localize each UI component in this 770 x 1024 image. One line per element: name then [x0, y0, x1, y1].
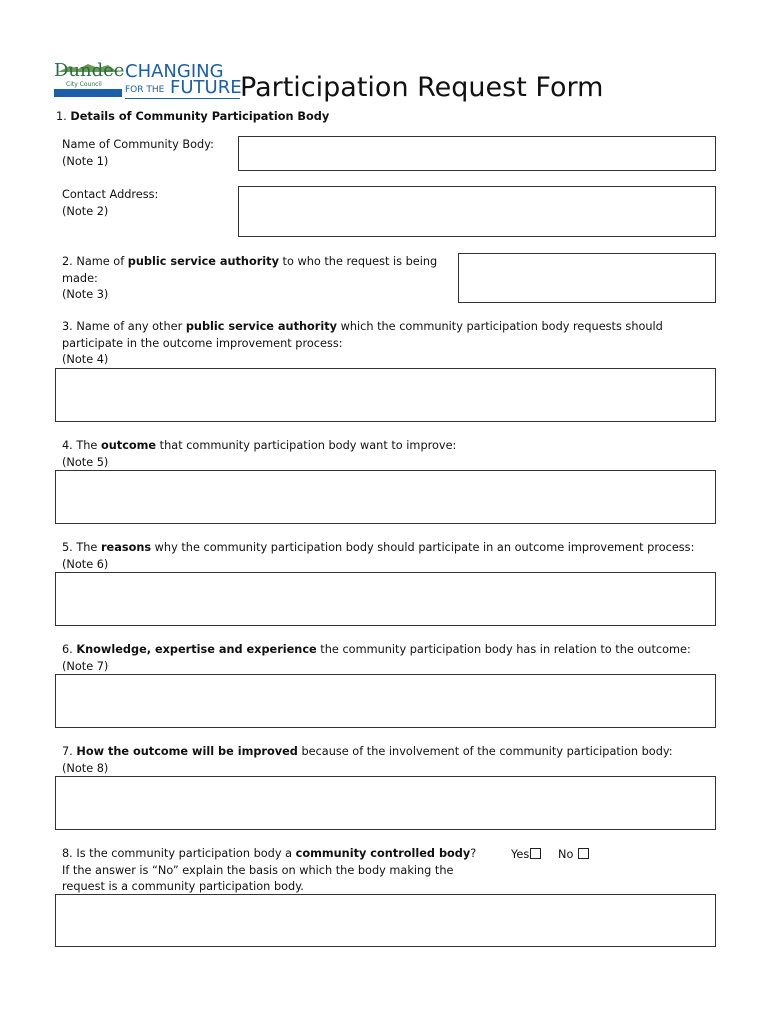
q7-note: (Note 8)	[62, 761, 109, 775]
q3-note: (Note 4)	[62, 353, 109, 366]
no-label: No	[558, 848, 574, 861]
section1-title: Details of Community Participation Body	[70, 110, 330, 123]
q4-prefix: 4. The	[62, 439, 101, 452]
q2-note: (Note 3)	[62, 288, 109, 301]
logo-city-council-text: City Council	[66, 81, 102, 88]
q2-label	[62, 254, 437, 304]
q5-bold: reasons	[100, 541, 152, 554]
section1-heading	[56, 109, 329, 126]
q3-suffix: which the community participation body requests should	[336, 320, 663, 333]
q8-label	[62, 846, 476, 896]
q5-suffix: why the community participation body should participate in an outcome improvement process:	[151, 541, 695, 554]
name-label	[62, 137, 214, 170]
address-note: (Note 2)	[62, 204, 109, 218]
name-note: (Note 1)	[62, 154, 109, 168]
contact-address-field[interactable]	[238, 186, 716, 237]
q2-bold: public service authority	[127, 255, 279, 268]
q6-suffix: the community participation body has in relation to the outcome:	[316, 643, 691, 656]
q7-prefix: 7.	[62, 745, 77, 758]
no-checkbox[interactable]	[578, 848, 589, 859]
q8-bold: community controlled body	[295, 847, 471, 860]
logo-dundee-text: Dundee	[54, 60, 125, 81]
q5-note: (Note 6)	[62, 557, 109, 571]
page-title: Participation Request Form	[240, 72, 604, 103]
q5-prefix: 5. The	[62, 541, 101, 554]
q2-suffix: to who the request is being	[278, 255, 438, 268]
yes-checkbox[interactable]	[530, 848, 541, 859]
no-option[interactable]	[558, 847, 589, 864]
q7-label	[62, 744, 673, 777]
logo-for-the-text: FOR THE	[125, 85, 165, 95]
yes-label: Yes	[511, 848, 530, 861]
address-label-text: Contact Address:	[62, 188, 159, 201]
logo-underline	[125, 98, 240, 99]
q6-label	[62, 642, 691, 675]
outcome-improvement-field[interactable]	[55, 776, 716, 830]
section1-number: 1.	[56, 110, 67, 123]
community-body-name-field[interactable]	[238, 136, 716, 171]
q6-prefix: 6.	[62, 643, 77, 656]
q8-line3: request is a community participation body.	[62, 880, 304, 893]
name-label-text: Name of Community Body:	[62, 138, 214, 151]
q8-suffix: ?	[470, 847, 477, 860]
knowledge-expertise-field[interactable]	[55, 674, 716, 728]
q3-bold: public service authority	[185, 320, 337, 333]
q4-suffix: that community participation body want to improve:	[156, 439, 457, 452]
q8-line2: If the answer is “No” explain the basis on which the body making the	[62, 863, 454, 877]
reasons-field[interactable]	[55, 572, 716, 626]
q2-prefix: 2. Name of	[62, 255, 128, 268]
q6-bold: Knowledge, expertise and experience	[76, 643, 317, 656]
community-controlled-explanation-field[interactable]	[55, 894, 716, 947]
logo-future-text: FUTURE	[170, 77, 242, 98]
q4-bold: outcome	[100, 439, 157, 452]
q4-label	[62, 438, 456, 471]
other-authority-field[interactable]	[55, 368, 716, 422]
q3-label	[62, 319, 663, 369]
q8-prefix: 8. Is the community participation body a	[62, 847, 296, 860]
q6-note: (Note 7)	[62, 659, 109, 673]
outcome-field[interactable]	[55, 470, 716, 524]
q3-prefix: 3. Name of any other	[62, 320, 186, 333]
public-service-authority-field[interactable]	[458, 253, 716, 303]
q4-note: (Note 5)	[62, 455, 109, 469]
q5-label	[62, 540, 694, 573]
logo-bar	[54, 89, 122, 97]
logo	[54, 57, 240, 101]
q7-bold: How the outcome will be improved	[76, 745, 298, 758]
address-label	[62, 187, 158, 220]
q7-suffix: because of the involvement of the community participation body:	[297, 745, 673, 758]
logo-changing-text: CHANGING	[125, 61, 224, 82]
q3-line2: participate in the outcome improvement process:	[62, 336, 343, 350]
q2-line2: made:	[62, 271, 98, 285]
yes-option[interactable]	[511, 847, 541, 864]
